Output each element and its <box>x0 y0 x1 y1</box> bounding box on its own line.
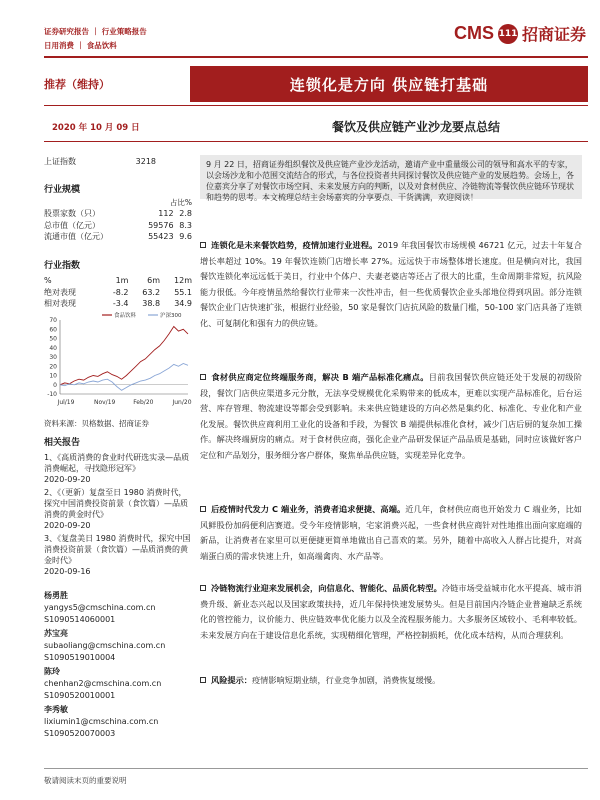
scale-value: 112 <box>158 209 174 218</box>
bullet-square-icon <box>200 677 206 683</box>
bullet-point <box>200 502 582 564</box>
y-tick-label: 50 <box>49 335 57 343</box>
report-subtitle: 餐饮及供应链产业沙龙要点总结 <box>332 120 501 134</box>
analyst-id: S1090519010004 <box>44 653 116 662</box>
legend-label: 沪深300 <box>160 313 182 319</box>
scale-row <box>44 208 192 220</box>
perf-value: -3.4 <box>112 299 129 308</box>
analyst-name: 杨勇胜 <box>44 591 68 600</box>
bullet-heading: 风险提示： <box>211 675 252 685</box>
perf-label: 相对表现 <box>44 299 76 308</box>
related-report-date: 2020-09-20 <box>44 521 91 530</box>
bullet-body: 近几年，食材供应商也开始发力 C 端业务，比如风鲜股份加码便利店赛道。受今年疫情影响，宅家消费兴起，一些食材供应商针对性地推出面向家庭端的新品，让消费者在家里可以更便捷更简单地做出自己喜欢的菜。另外，随着中高收入人群占比提升，对高端蛋白质的需求快速上升，如高端禽肉、水产品等。 <box>200 504 582 561</box>
index-value: 3218 <box>135 157 156 166</box>
related-report-title: 1、《高质消费的食业时代研选实录—品质消费崛起，寻找隐形冠军》 <box>44 453 190 473</box>
index-block <box>44 156 192 169</box>
scale-pct: 9.6 <box>179 232 192 241</box>
bullet-point <box>200 370 582 464</box>
logo-badge: 111 <box>498 24 518 44</box>
bullet-body: 冷链市场受益城市化水平提高、城市消费升级、新业态兴起以及国家政策扶持，近几年保持快速发展势头。但是目前国内冷链企业普遍缺乏系统化的管控能力，议价能力、供应链效率优化能力以及全流程服务能力。大多服务区域较小、毛利率较低。未来发展方向在于建设信息化系统，实现精细化管理，严格控制损耗，优化成本结构，从而合理获利。 <box>200 583 582 640</box>
industry-performance <box>44 258 192 310</box>
y-tick-label: 40 <box>49 344 57 352</box>
related-report-title: 3、《复盘美日 1980 消费时代，探究中国消费投资前景（食饮篇）—品质消费的黄金时代》 <box>44 534 191 565</box>
related-report-title: 2、《（更新）复盘至日 1980 消费时代，探究中国消费投资前景（食饮篇）—品质消费的黄金时代》 <box>44 488 188 519</box>
perf-row <box>44 287 192 299</box>
perf-value: 55.1 <box>174 287 192 297</box>
analyst <box>44 590 192 626</box>
scale-label: 总市值（亿元） <box>44 220 100 230</box>
scale-pct: 8.3 <box>179 220 192 230</box>
perf-value: 63.2 <box>142 287 161 297</box>
bullet-square-icon <box>200 506 206 512</box>
related-report-date: 2020-09-20 <box>44 475 91 484</box>
summary-box: 9 月 22 日，招商证券组织餐饮及供应链产业沙龙活动，邀请产业中重量级公司的领导和高水平的专家，以会场沙龙和小范围交流结合的形式，与各位投资者共同探讨餐饮及供应链产业的发展趋势。会场上，各位嘉宾分享了对餐饮市场空间、未来发展方向的判断，以及对食材供应、冷链物流等餐饮供应链环节现状和趋势的思考。本文梳理总结主会场嘉宾的分享要点、干货满满，欢迎阅读！ <box>200 155 582 199</box>
analyst-name: 陈玲 <box>44 667 60 676</box>
report-title: 连锁化是方向 供应链打基础 <box>190 66 588 102</box>
report-type: 证券研究报告 ｜ 行业策略报告 <box>44 27 147 36</box>
perf-value: -8.2 <box>112 287 129 297</box>
performance-chart <box>40 308 195 412</box>
chart-source: 资料来源：贝格数据、招商证券 <box>44 419 149 428</box>
y-tick-label: 20 <box>49 363 57 371</box>
bullet-point <box>200 238 582 332</box>
rating: 推荐（维持） <box>44 78 110 91</box>
scale-row <box>44 231 192 243</box>
analyst <box>44 704 192 740</box>
pct-header: 占比% <box>169 198 192 207</box>
y-tick-label: 30 <box>49 354 57 361</box>
related-reports <box>44 435 192 579</box>
analyst-name: 李秀敏 <box>44 705 68 714</box>
related-report-date: 2020-09-16 <box>44 567 91 576</box>
report-date: 2020 年 10 月 09 日 <box>52 123 140 133</box>
analyst-email[interactable]: yangys5@cmschina.com.cn <box>44 603 156 612</box>
perf-header-cell: 6m <box>147 276 161 285</box>
bullet-point <box>200 581 582 643</box>
industry-scale <box>44 182 192 243</box>
cms-logo <box>454 22 586 45</box>
bullet-heading: 后疫情时代发力 C 端业务，消费者追求便捷、高端。 <box>211 504 406 514</box>
bullet-square-icon <box>200 242 206 248</box>
index-label: 上证指数 <box>44 157 76 166</box>
bullet-body: 2019 年我国餐饮市场规模 46721 亿元，过去十年复合增长率超过 10%。19 年餐饮连锁门店增长率 27%。远远快于市场整体增长速度。但是横向对比，我国餐饮连锁化率远远低于美日，行业中个体户、夫妻老婆店等还占了很大的比重，生命周期非常短，抗风险能力很低。今年疫情虽然给餐饮行业带来一次性冲击，但一些优质餐饮企业头部地位得到巩固。部分连锁餐饮企业门店快速扩张，根据行业经验，50 家是餐饮门店抗风险的数量门槛，50-100 家门店具备了连锁化、可复制化和强有力的供应链。 <box>200 240 582 328</box>
scale-value: 55423 <box>148 232 174 241</box>
footer-rule <box>44 768 588 769</box>
perf-value: 38.8 <box>142 299 161 308</box>
subtitle-rule <box>44 141 588 142</box>
y-tick-label: -10 <box>47 391 57 398</box>
analyst-email[interactable]: subaoliang@cmschina.com.cn <box>44 641 166 650</box>
analyst <box>44 628 192 664</box>
bullet-body: 目前我国餐饮供应链还处于发展的初级阶段，餐饮门店供应渠道多元分散，无法享受规模优化采购带来的低成本，更难以实现产品标准化，后台运营、库存管理、物流建设等都会受到影响。未来供应链建设的方向必然是集约化、标准化、专业化和产业化发展。餐饮供应商利用工业化的设备和手段，为餐饮 B 端提供标准化食材，减少门店后厨的复杂加工操作。解决终端厨房的痛点。对于食材供应商，强化企业产品研发保证产品品质是基础，同时应该做好客户定位和产品划分，服务细分客户群体，聚焦单品供应链，实现差异化竞争。 <box>200 372 582 460</box>
header-rule <box>44 56 588 58</box>
related-report[interactable] <box>44 487 192 531</box>
analyst-id: S1090520010001 <box>44 691 116 700</box>
analyst-id: S1090514060001 <box>44 615 116 624</box>
legend-label: 食品饮料 <box>114 313 137 319</box>
perf-value: 34.9 <box>174 299 192 308</box>
series-line-1 <box>60 327 188 385</box>
logo-company-name: 招商证券 <box>521 25 586 44</box>
scale-label: 流通市值（亿元） <box>44 232 108 241</box>
related-report[interactable] <box>44 452 192 485</box>
analyst-id: S1090520070003 <box>44 729 116 738</box>
x-tick-label: Jul/19 <box>57 399 75 406</box>
analyst <box>44 666 192 702</box>
perf-header-cell: 1m <box>115 276 129 285</box>
industry-scale-title: 行业规模 <box>44 185 81 195</box>
report-category: 日用消费 ｜ 食品饮料 <box>44 41 117 50</box>
title-rule <box>44 105 588 106</box>
y-tick-label: 60 <box>49 326 57 334</box>
scale-value: 59576 <box>148 220 174 230</box>
scale-label: 股票家数（只） <box>44 209 100 218</box>
analyst-email[interactable]: lixiumin1@cmschina.com.cn <box>44 717 159 726</box>
scale-row <box>44 220 192 232</box>
scale-pct: 2.8 <box>179 209 192 218</box>
y-tick-label: 70 <box>49 317 57 324</box>
analyst-email[interactable]: chenhan2@cmschina.com.cn <box>44 679 162 688</box>
bullet-point <box>200 673 582 689</box>
perf-label: 绝对表现 <box>44 287 76 297</box>
bullet-heading: 食材供应商定位终端服务商，解决 B 端产品标准化痛点。 <box>211 372 429 382</box>
related-report[interactable] <box>44 533 192 577</box>
scale-table <box>44 208 192 243</box>
analyst-name: 苏宝亮 <box>44 629 68 638</box>
bullet-square-icon <box>200 374 206 380</box>
bullet-heading: 冷链物流行业迎来发展机会，向信息化、智能化、品质化转型。 <box>211 583 442 593</box>
footer-note: 敬请阅读末页的重要说明 <box>44 776 127 785</box>
perf-title: 行业指数 <box>44 261 81 271</box>
y-tick-label: 0 <box>53 381 57 389</box>
perf-table <box>44 275 192 310</box>
x-tick-label: Feb/20 <box>133 399 154 406</box>
analysts <box>44 590 192 742</box>
y-tick-label: 10 <box>49 372 57 380</box>
x-tick-label: Nov/19 <box>93 399 116 406</box>
bullet-body: 疫情影响短期业绩，行业竞争加剧，消费恢复缓慢。 <box>251 675 441 685</box>
related-title: 相关报告 <box>44 438 81 448</box>
bullet-square-icon <box>200 585 206 591</box>
perf-header-cell: % <box>44 276 52 285</box>
x-tick-label: Jun/20 <box>172 399 192 406</box>
bullet-heading: 连锁化是未来餐饮趋势，疫情加速行业进程。 <box>211 240 378 250</box>
logo-cms-text: CMS <box>453 23 494 43</box>
perf-header-cell: 12m <box>174 276 192 285</box>
